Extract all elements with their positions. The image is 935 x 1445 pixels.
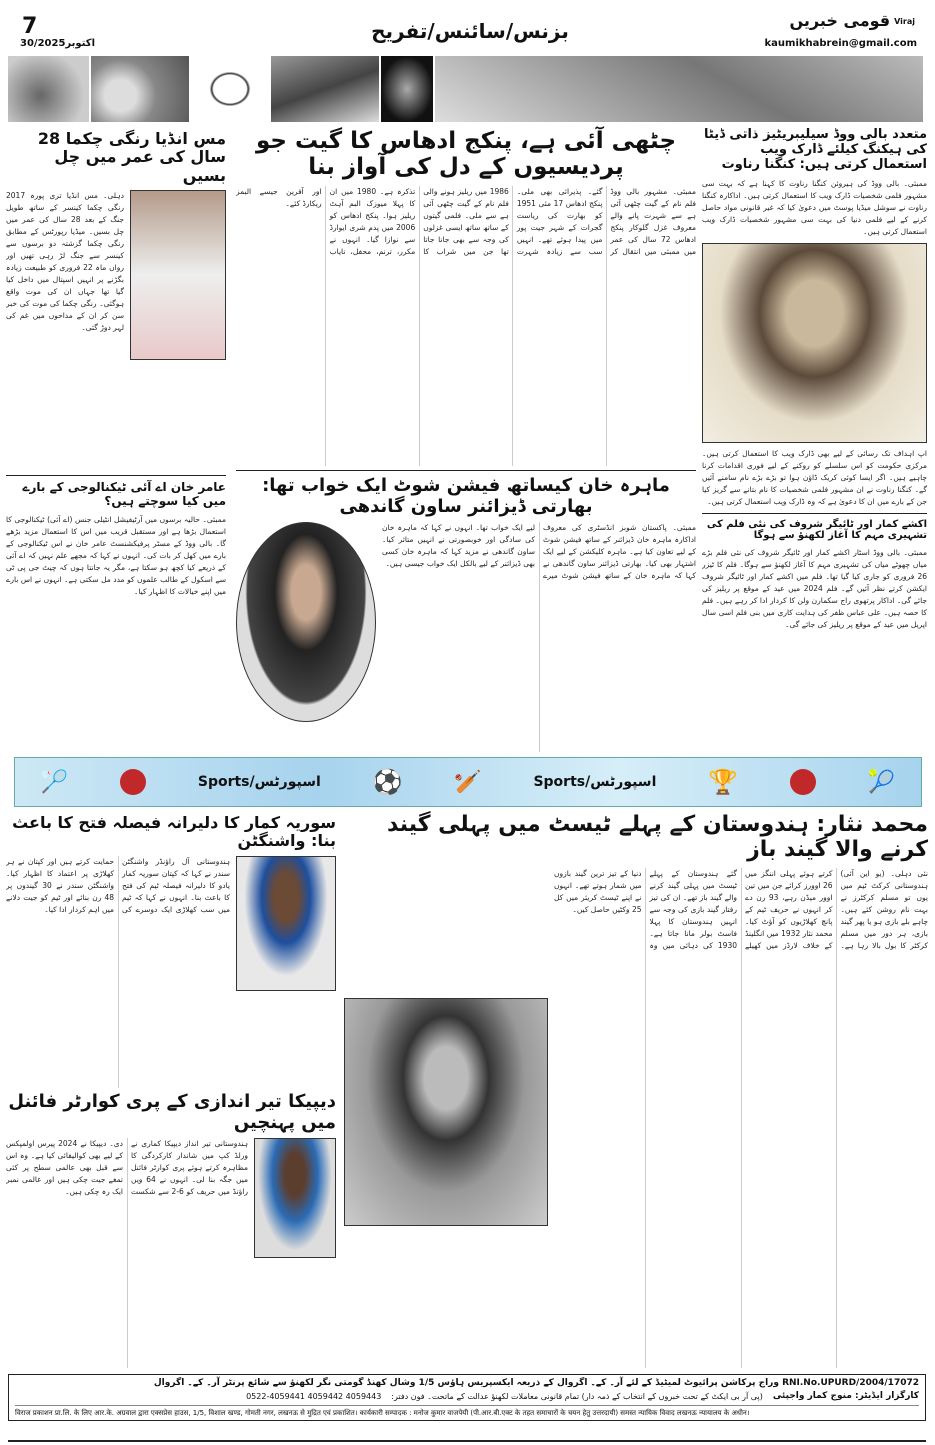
bottom-rule: [8, 1440, 926, 1442]
legal-note: (پی آر بی ایکٹ کے تحت خبروں کے انتخاب کے ذمہ دار) تمام قانونی معاملات لکھنؤ عدالت کے ماتحت۔ فون دفتر:: [391, 1392, 763, 1401]
trophy-icon: 🏆: [708, 768, 739, 796]
contact-email: kaumikhabrein@gmail.com: [764, 38, 917, 49]
photo-mahira-khan: [236, 522, 376, 722]
article-deepika-body: ہندوستانی تیر انداز دیپیکا کماری نے ورلڈ کپ میں شاندار کارکردگی کا مظاہرہ کرتے ہوئے پری کوارٹر فائنل میں جگہ بنا لی۔ انہوں نے 64 ویں راؤنڈ میں حریف کو 6-2 سے شکست دی۔ دیپیکا نے 2024 پیرس اولمپکس کے لیے بھی کوالیفائی کیا ہے۔ وہ اس سے قبل بھی عالمی سطح پر کئی تمغے جیت چکی ہیں اور عالمی نمبر ایک رہ چکی ہیں۔: [6, 1139, 248, 1197]
article-akshay-body: ممبئی۔ بالی ووڈ اسٹار اکشے کمار اور ٹائیگر شروف کی نئی فلم بڑے میاں چھوٹے میاں کی تشہیری مہم کا آغاز لکھنؤ سے ہوگا۔ فلم کا ٹیزر 26 فروری کو جاری کیا گیا تھا۔ فلم میں اکشے کمار اور ٹائیگر شروف ایکشن کرتے نظر آئیں گے۔ فلم 2024 میں عید کے موقع پر ریلیز کی جائے گی۔ اداکار پرتھوی راج سکمارن ولن کا کردار ادا کر رہے ہیں۔ فلم کا حصہ ہیں۔ علی عباس ظفر کی ہدایت کاری میں بنی فلم اسی سال اپریل میں عید کے موقع پر ریلیز کی جائے گی۔: [702, 547, 927, 629]
mahira-content: [236, 522, 696, 752]
phone-numbers: 0522-4059441 4059442 4059443: [246, 1392, 382, 1401]
shuttlecock-icon: 🏸: [40, 769, 69, 795]
cricket-ball-icon: [120, 769, 146, 795]
film-reel-image: [271, 56, 381, 122]
football-icon: ⚽: [372, 768, 403, 796]
sports-banner: [14, 757, 922, 807]
photo-deepika-kumari: [254, 1138, 336, 1258]
logo-mark: Viraj: [894, 16, 915, 26]
hindi-imprint: विराज प्रकाशन प्रा.लि. के लिए आर.के. अग्रवाल द्वारा एक्सप्रेस हाउस, 1/5, विशाल खण्ड, गोमती नगर, लखनऊ से मुद्रित एवं प्रकाशित। कार्यकारी सम्पादक : मनोज कुमार वाजपेयी (पी.आर.बी.एक्ट के तहत समाचारों के चयन हेतु उत्तरदायी) समस्त न्यायिक विवाद लखनऊ न्यायालय के अधीन।: [15, 1405, 919, 1418]
section-title: بزنس/سائنس/تفریح: [371, 19, 569, 43]
headline-pankaj: چٹھی آئی ہے، پنکج ادھاس کا گیت جو پردیسیوں کے دل کی آواز بنا: [255, 128, 677, 181]
miss-india-content: [6, 190, 226, 468]
article-mahira-body: ممبئی۔ پاکستان شوبز انڈسٹری کی معروف اداکارہ ماہرہ خان ڈیزائنر کے ساتھ فیشن شوٹ کے لیے تعاون کیا ہے۔ ماہرہ کلیکشن کے لیے ایک اشتہار بھی کیا۔ بھارتی ڈیزائنر ساون گاندھی نے کہا کہ ماہرہ خان کے ساتھ فیشن شوٹ میرے لیے ایک خواب تھا۔ انہوں نے کہا کہ ماہرہ خان کی سادگی اور خوبصورتی نے انہیں متاثر کیا۔ ساون گاندھی نے مزید کہا کہ ماہرہ خان کسی بھی ڈیزائنر کے لیے بالکل ایک خواب جیسی ہیں۔: [382, 523, 696, 581]
tennis-rackets-icon: 🎾: [867, 769, 896, 795]
photo-washington-sundar: [236, 856, 336, 991]
headline-aamir: عامر خان اے آئی ٹیکنالوجی کے بارے میں کیا سوچتے ہیں؟: [22, 480, 226, 508]
article-surya-body: ہندوستانی آل راؤنڈر واشنگٹن سندر نے کہا کہ کپتان سوریہ کمار یادو کا دلیرانہ فیصلہ ٹیم کی فتح کا باعث بنا۔ انہوں نے کہا کہ ٹیم میں سب کھلاڑی ایک دوسرے کی حمایت کرتے ہیں اور کپتان نے ہر کھلاڑی پر اعتماد کا اظہار کیا۔ واشنگٹن سندر نے 30 گیندوں پر 48 رن بنائے اور ٹیم کو جیت دلانے میں اہم کردار ادا کیا۔: [6, 856, 230, 914]
masthead-logo: [790, 12, 915, 30]
article-aamir: [6, 475, 226, 752]
article-deepika: [6, 1092, 336, 1368]
article-surya: [6, 814, 336, 1088]
article-mahira: [236, 470, 696, 752]
issue-date: 30/اکتوبر2025: [20, 38, 95, 49]
imprint-box: [8, 1374, 926, 1421]
headline-kangana: متعدد بالی ووڈ سیلیبریٹیز ذاتی ڈیٹا کی ہیکنگ کیلئے ڈارک ویب استعمال کرتی ہیں: کنگنا رناوت: [704, 127, 927, 172]
article-aamir-body: ممبئی۔ حالیہ برسوں میں آرٹیفیشل انٹیلی جنس (اے آئی) ٹیکنالوجی کا استعمال بڑھا ہے اور مستقبل قریب میں اس کا استعمال مزید بڑھے گا۔ بالی ووڈ کے مسٹر پرفیکشنسٹ عامر خان نے اس ٹیکنالوجی کے بارے میں کھل کر بات کی۔ انہوں نے کہا کہ مجھے علم نہیں کہ اے آئی کے ذریعے کیا کچھ ہو سکتا ہے، مگر یہ جانتا ہوں کہ چیٹ جی پی ٹی سے اسکول کے طالب علموں کو مدد مل سکتی ہے۔ انہوں نے اس بارے میں اپنے خیالات کا اظہار کیا۔: [6, 514, 226, 596]
headline-nisar: محمد نثار: ہندوستان کے پہلے ٹیسٹ میں پہلی گیند کرنے والا گیند باز: [387, 812, 928, 863]
photo-rinky-chakma: [130, 190, 226, 360]
nisar-content: [344, 868, 928, 1368]
stock-chart-image: [435, 56, 925, 122]
section-banner: [8, 56, 925, 122]
photo-kangana: [702, 243, 927, 443]
batsman-icon: 🏏: [454, 769, 482, 795]
article-nisar: [344, 812, 928, 1368]
article-pankaj: [236, 128, 696, 466]
sports-label: اسپورٹس/Sports: [533, 774, 657, 790]
headline-akshay: اکشے کمار اور ٹائیگر شروف کی نئی فلم کی تشہیری مہم کا آغاز لکھنؤ سے ہوگا: [706, 518, 927, 542]
photo-mohammad-nisar: [344, 998, 548, 1226]
page-number: 7: [22, 14, 38, 39]
headline-surya: سوریہ کمار کا دلیرانہ فیصلہ فتح کا باعث بنا: واشنگٹن: [12, 813, 336, 851]
right-column: [702, 128, 927, 752]
headline-deepika: دیپیکا تیر اندازی کے پری کوارٹر فائنل میں پہنچیں: [8, 1091, 336, 1133]
deepika-content: [6, 1138, 336, 1368]
article-miss-india: [6, 130, 226, 468]
logo-text: قومی خبریں: [789, 11, 891, 30]
article-pankaj-body: ممبئی۔ مشہور بالی ووڈ فلم نام کے گیت چٹھی آئی ہے سے شہرت پانے والے معروف غزل گلوکار پنکج ادھاس 72 سال کی عمر میں ممبئی میں انتقال کر گئے۔ پذیرائی بھی ملی۔ پنکج ادھاس 17 مئی 1951 کو بھارت کی ریاست گجرات کے شہر جیت پور میں پیدا ہوئے تھے۔ انہیں سب سے زیادہ شہرت 1986 میں ریلیز ہونے والی فلم نام کے گیت چٹھی آئی ہے سے ملی۔ فلمی گیتوں کے ساتھ ساتھ ایسی غزلوں کی وجہ سے بھی جانا جاتا تھا جن میں شراب کا تذکرہ ہے۔ 1980 میں ان کا پہلا میوزک البم آہٹ ریلیز ہوا۔ پنکج ادھاس کو 2006 میں پدم شری ایوارڈ سے نوازا گیا۔ انہوں نے مکرر، ترنم، محفل، نایاب اور آفرین جیسے البمز ریکارڈ کئے۔: [236, 186, 696, 256]
globes-image: [91, 56, 191, 122]
article-kangana-body-cont: اپ اہداف تک رسائی کے لیے بھی ڈارک ویب کا استعمال کرتی ہیں۔ مرکزی حکومت کو اس سلسلے کو روکنے کے لیے فوری اقدامات کرنا چاہیے ہیں۔ اگر ایسا کوئی کریک ڈاؤن ہوا تو بڑے بڑے نام سامنے آئیں گے۔ کنگنا رناوت نے ان مشہور فلمی شخصیات کا نام بتانے سے گریز کیا جن کے بارے میں ان کا دعویٰ ہے کہ وہ ڈارک ویب استعمال کرتی ہیں۔: [702, 448, 927, 506]
article-nisar-body: نئی دہلی۔ (یو این آئی) ہندوستانی کرکٹ ٹیم میں یوں تو مسلم کرکٹرز نے بہت نام روشن کئے ہیں۔ چاہے بلے بازی ہو یا پھر گیند بازی، ہر دور میں مسلم کرکٹر کا بول بالا رہا ہے۔ کرتے ہوئے پہلی اننگز میں 26 اوورز کرائے جن میں تین اوور میڈن رہے، 93 رن دے کر انہوں نے حریف ٹیم کے پانچ کھلاڑیوں کو آؤٹ کیا۔ محمد نثار 1932 میں انگلینڈ کے خلاف لارڈز میں کھیلے گئے ہندوستان کے پہلے ٹیسٹ میں پہلی گیند کرنے والے گیند باز تھے۔ ان کی تیز رفتار گیند بازی کی وجہ سے انہیں ہندوستان کا پہلا فاسٹ بولر مانا جاتا ہے۔ 1930 کی دہائی میں وہ دنیا کے تیز ترین گیند بازوں میں شمار ہوتے تھے۔ انہوں نے اپنے ٹیسٹ کریئر میں کل 25 وکٹیں حاصل کیں۔: [554, 868, 928, 950]
imprint-line: RNI.No.UPURD/2004/17072 وراج پرکاشن پرائیوٹ لمیٹیڈ کے لئے آر۔ کے۔ اگروال کے ذریعہ ایکسپریس ہاؤس 1/5 وشال کھنڈ گومتی نگر لکھنؤ سے شائع پرنٹر آر۔ کے۔ اگروال: [153, 1378, 919, 1388]
sports-label: اسپورٹس/Sports: [197, 774, 321, 790]
herbs-image: [8, 56, 91, 122]
stethoscope-image: [191, 56, 271, 122]
headline-mahira: ماہرہ خان کیساتھ فیشن شوٹ ایک خواب تھا: بھارتی ڈیزائنر ساون گاندھی: [262, 475, 670, 517]
divider: [702, 513, 927, 514]
headline-miss-india: مس انڈیا رنگی چکما 28 سال کی عمر میں چل بسیں: [37, 129, 226, 185]
surya-content: [6, 856, 336, 1088]
divider: [236, 470, 696, 471]
cricket-ball-icon: [790, 769, 816, 795]
human-body-image: [381, 56, 435, 122]
divider: [6, 475, 226, 476]
article-kangana-body: ممبئی۔ بالی ووڈ کی ہیروئن کنگنا رناوت کا کہنا ہے کہ بہت سی مشہور فلمی شخصیات ڈارک ویب کا استعمال کرتی ہیں۔ اداکارہ کنگنا رناوت نے سوشل میڈیا پوسٹ میں دعویٰ کیا کہ غیر قانونی مواد حاصل کرنے کے لیے فلمی دنیا کی بہت سی مشہور شخصیات ڈارک ویب استعمال کرتی ہیں۔: [702, 178, 927, 236]
editor-name: کارگزار ایڈیٹر: منوج کمار واجپئی: [772, 1391, 919, 1401]
article-miss-india-body: دہلی۔ مس انڈیا تری پورہ 2017 رنگی چکما کینسر کے ساتھ طویل جنگ کے بعد 28 سال کی عمر میں چل بسیں۔ میڈیا رپورٹس کے مطابق رنگی چکما گزشتہ دو برسوں سے کینسر سے جنگ لڑ رہی تھیں اور رواں ماہ 22 فروری کو طبیعت زیادہ بگڑنے پر انہیں اسپتال میں داخل کیا گیا تھا جہاں ان کی موت واقع ہوگئی۔ رنگی چکما کی موت کی خبر سن کر ان کے مداحوں میں غم کی لہر دوڑ گئی۔: [6, 191, 124, 333]
